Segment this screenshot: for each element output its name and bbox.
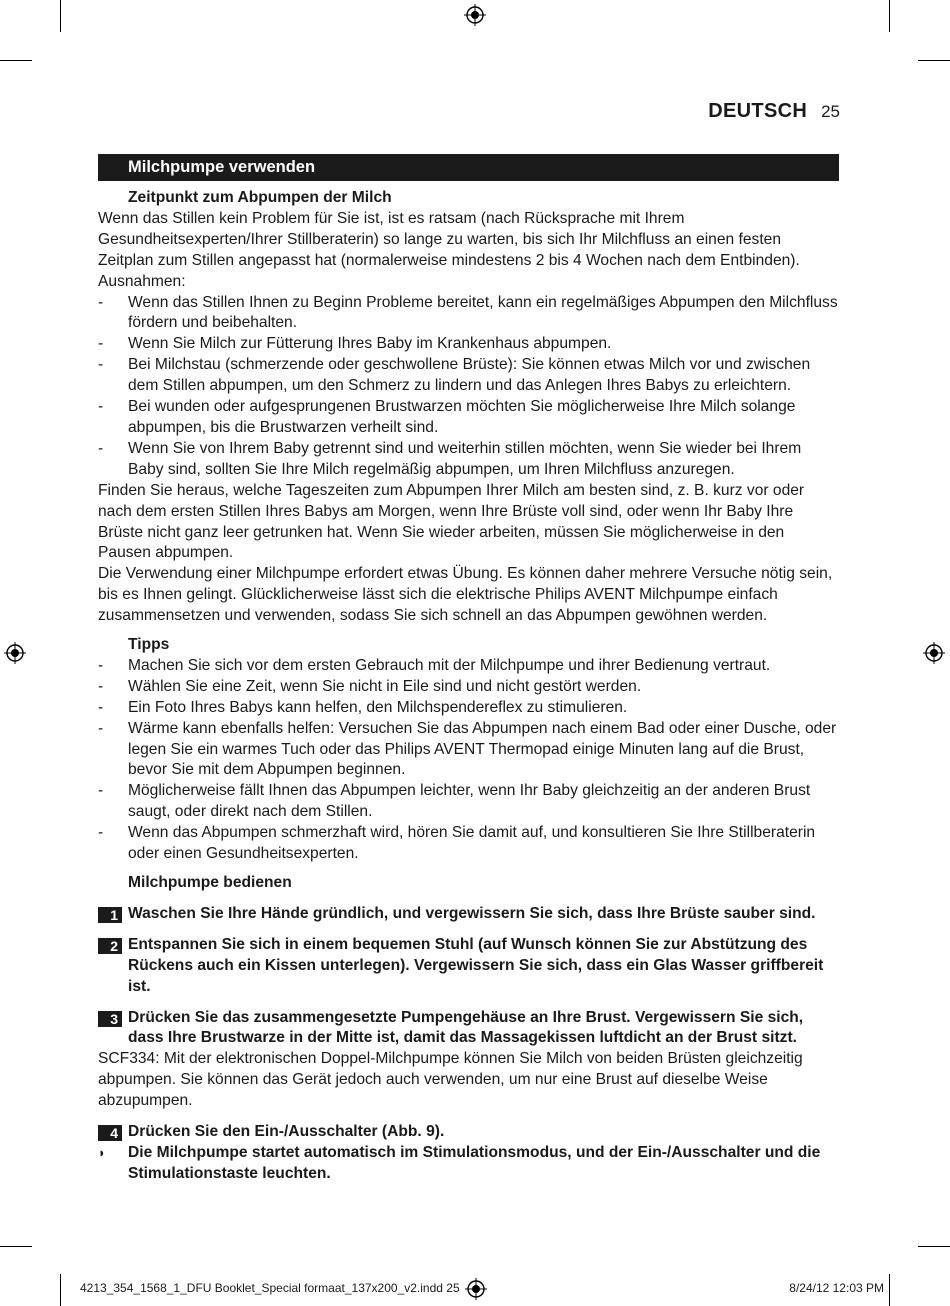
footer-timestamp: 8/24/12 12:03 PM	[789, 1281, 884, 1295]
crop-mark	[918, 60, 950, 61]
footer-filename: 4213_354_1568_1_DFU Booklet_Special formaat_137x200_v2.indd 25	[80, 1281, 460, 1295]
page-header	[708, 100, 840, 123]
registration-crosshair-icon	[923, 642, 945, 664]
section-title: Milchpumpe verwenden	[98, 154, 839, 181]
list-item: - Ein Foto Ihres Babys kann helfen, den Milchspendereflex zu stimulieren.	[98, 698, 840, 719]
timing-paragraph: Die Verwendung einer Milchpumpe erfordert etwas Übung. Es können daher mehrere Versuche nötig sein, bis es Ihnen gelingt. Glücklicherweise lässt sich die elektrische Philips AVENT Milchpumpe einfach zusammensetzen und verwenden, sodass Sie sich schnell an das Abpumpen gewöhnen werden.	[98, 565, 833, 625]
result-text: Die Milchpumpe startet automatisch im Stimulationsmodus, und der Ein-/Ausschalter und die Stimulationstaste leuchten.	[128, 1143, 821, 1182]
page-content	[98, 188, 840, 1185]
tips-heading: Tipps	[128, 636, 170, 654]
crop-mark	[918, 1246, 950, 1247]
list-item: - Wärme kann ebenfalls helfen: Versuchen Sie das Abpumpen nach einem Bad oder einer Dusche, oder legen Sie ein warmes Tuch oder das Philips AVENT Thermopad einige Minuten lang auf die Brust, bevor Sie mit dem Abpumpen beginnen.	[98, 719, 840, 782]
tips-list	[98, 656, 840, 865]
step-result	[98, 1143, 840, 1185]
list-item: - Machen Sie sich vor dem ersten Gebrauch mit der Milchpumpe und ihrer Bedienung vertraut.	[98, 656, 840, 677]
step-text: Drücken Sie das zusammengesetzte Pumpengehäuse an Ihre Brust. Vergewissern Sie sich, dass Ihre Brustwarze in der Mitte ist, damit das Massagekissen luftdicht an der Brust sitzt.	[128, 1008, 804, 1047]
exceptions-list	[98, 293, 840, 481]
list-item: - Wenn Sie von Ihrem Baby getrennt sind und weiterhin stillen möchten, wenn Sie wieder bei Ihrem Baby sind, sollten Sie Ihre Milch regelmäßig abpumpen, um Ihren Milchfluss anzuregen.	[98, 439, 840, 481]
list-item: - Wenn das Abpumpen schmerzhaft wird, hören Sie damit auf, und konsultieren Sie Ihre Stillberaterin oder einen Gesundheitsexperten.	[98, 823, 840, 865]
list-item: - Bei Milchstau (schmerzende oder geschwollene Brüste): Sie können etwas Milch vor und zwischen dem Stillen abpumpen, um den Schmerz zu lindern und das Anlegen Ihres Babys zu erleichtern.	[98, 355, 840, 397]
arrow-right-icon: ◗	[98, 1144, 106, 1160]
crop-mark	[0, 60, 32, 61]
step-number: 2	[98, 938, 122, 954]
timing-intro: Wenn das Stillen kein Problem für Sie ist, ist es ratsam (nach Rücksprache mit Ihrem Gesundheitsexperten/Ihrer Stillberaterin) so lange zu warten, bis sich Ihr Milchfluss an einen festen Zeitplan zum Stillen angepasst hat (normalerweise mindestens 2 bis 4 Wochen nach dem Entbinden). Ausnahmen:	[98, 209, 800, 290]
step-2	[98, 935, 840, 998]
operate-heading: Milchpumpe bedienen	[128, 874, 292, 891]
timing-heading: Zeitpunkt zum Abpumpen der Milch	[128, 189, 392, 206]
step-3	[98, 1008, 840, 1050]
step-text: Entspannen Sie sich in einem bequemen Stuhl (auf Wunsch können Sie zur Abstützung des Rückens auch ein Kissen unterlegen). Vergewissern Sie sich, dass ein Glas Wasser griffbereit ist.	[128, 935, 824, 995]
list-item: - Wählen Sie eine Zeit, wenn Sie nicht in Eile sind und nicht gestört werden.	[98, 677, 840, 698]
list-item: - Wenn Sie Milch zur Fütterung Ihres Baby im Krankenhaus abpumpen.	[98, 334, 840, 355]
step-4	[98, 1122, 840, 1143]
step-1	[98, 904, 840, 925]
step-number: 3	[98, 1011, 122, 1027]
registration-crosshair-icon	[464, 4, 486, 26]
crop-mark	[889, 1274, 890, 1306]
registration-crosshair-icon	[4, 642, 26, 664]
list-item: - Möglicherweise fällt Ihnen das Abpumpen leichter, wenn Ihr Baby gleichzeitig an der anderen Brust saugt, oder direkt nach dem Stillen.	[98, 781, 840, 823]
list-item: - Wenn das Stillen Ihnen zu Beginn Probleme bereitet, kann ein regelmäßiges Abpumpen den Milchfluss fördern und beibehalten.	[98, 293, 840, 335]
step-note: SCF334: Mit der elektronischen Doppel-Milchpumpe können Sie Milch von beiden Brüsten gleichzeitig abpumpen. Sie können das Gerät jedoch auch verwenden, um nur eine Brust auf dieselbe Weise abzupumpen.	[98, 1050, 803, 1110]
registration-crosshair-icon	[465, 1278, 487, 1300]
timing-paragraph: Finden Sie heraus, welche Tageszeiten zum Abpumpen Ihrer Milch am besten sind, z. B. kurz vor oder nach dem ersten Stillen Ihres Babys am Morgen, wenn Ihre Brüste voll sind, oder wenn Ihr Baby Ihre Brüste nicht ganz leer getrunken hat. Wenn Sie wieder arbeiten, müssen Sie möglicherweise in den Pausen abpumpen.	[98, 481, 805, 562]
crop-mark	[60, 1274, 61, 1306]
step-text: Waschen Sie Ihre Hände gründlich, und vergewissern Sie sich, dass Ihre Brüste sauber sind.	[128, 904, 816, 922]
list-item: - Bei wunden oder aufgesprungenen Brustwarzen möchten Sie möglicherweise Ihre Milch solange abpumpen, bis die Brustwarzen verheilt sind.	[98, 397, 840, 439]
crop-mark	[889, 0, 890, 32]
crop-mark	[0, 1246, 32, 1247]
step-text: Drücken Sie den Ein-/Ausschalter (Abb. 9).	[128, 1123, 445, 1141]
page-number: 25	[821, 102, 840, 121]
crop-mark	[60, 0, 61, 32]
language-label: DEUTSCH	[708, 100, 808, 122]
step-number: 4	[98, 1125, 122, 1141]
step-number: 1	[98, 907, 122, 923]
